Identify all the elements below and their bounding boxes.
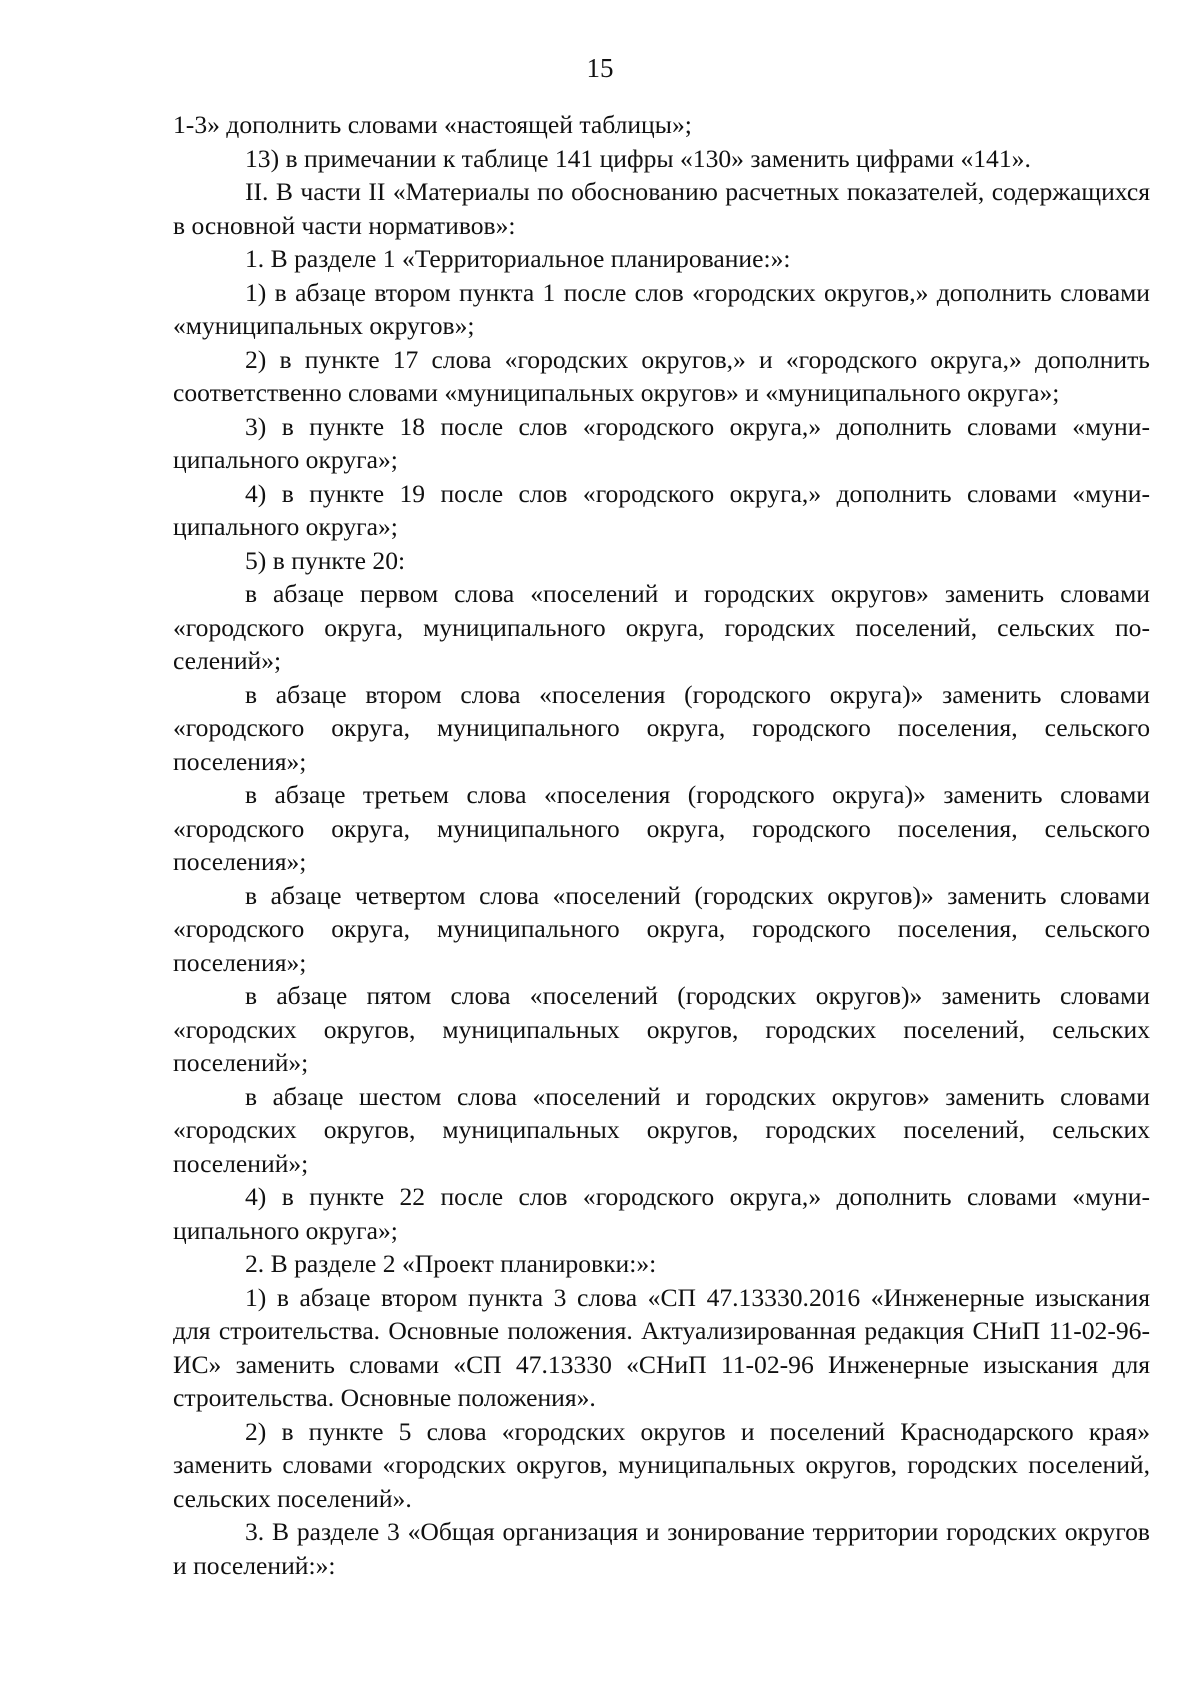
paragraph: в абзаце третьем слова «поселения (городского округа)» заменить словами «городского округа, муниципального округа, городского поселения, сельского поселения»; [173,780,1150,876]
paragraph: 4) в пункте 19 после слов «городского округа,» дополнить словами «муниципального округа»; [173,478,1150,541]
page-number: 15 [586,53,614,83]
paragraph: 1) в абзаце втором пункта 3 слова «СП 47.13330.2016 «Инженерные изыскания для строительства. Основные положения. Актуализированная редакция СНиП 11-02-96-ИС» заменить словами «СП 47.13330 «СНиП 11-02-96 Инженерные изыскания для строительства. Основные положения». [173,1282,1150,1412]
paragraph: 2) в пункте 17 слова «городских округов,» и «городского округа,» дополнить соответственно словами «муниципальных округов» и «муниципального округа»; [173,344,1150,407]
paragraph: в абзаце шестом слова «поселений и городских округов» заменить словами «городских округов, муниципальных округов, городских поселений, сельских поселений»; [173,1081,1150,1178]
paragraph: в абзаце первом слова «поселений и городских округов» заменить словами «городского округа, муниципального округа, городских поселений, сельских поселений»; [173,579,1150,675]
paragraph: в абзаце пятом слова «поселений (городских округов)» заменить словами «городских округов, муниципальных округов, городских поселений, сельских поселений»; [173,981,1150,1077]
paragraph: 2. В разделе 2 «Проект планировки:»: [245,1249,657,1278]
paragraph: 3) в пункте 18 после слов «городского округа,» дополнить словами «муниципального округа»; [173,411,1150,474]
paragraph: в абзаце втором слова «поселения (городского округа)» заменить словами «городского округа, муниципального округа, городского поселения, сельского поселения»; [173,679,1150,776]
paragraph: 1. В разделе 1 «Территориальное планирование:»: [245,244,791,273]
paragraph: 3. В разделе 3 «Общая организация и зонирование территории городских округов и поселений:»: [173,1517,1150,1580]
paragraph: в абзаце четвертом слова «поселений (городских округов)» заменить словами «городского округа, муниципального округа, городского поселения, сельского поселения»; [173,880,1150,977]
paragraph: 1) в абзаце втором пункта 1 после слов «городских округов,» дополнить словами «муниципальных округов»; [173,277,1150,340]
paragraph: 13) в примечании к таблице 141 цифры «130» заменить цифрами «141». [245,143,1031,173]
paragraph: 1-3» дополнить словами «настоящей таблицы»; [173,110,692,139]
paragraph: 2) в пункте 5 слова «городских округов и поселений Краснодарского края» заменить словами «городских округов, муниципальных округов, городских поселений, сельских поселений». [173,1416,1150,1513]
paragraph: 5) в пункте 20: [245,545,406,575]
paragraph: 4) в пункте 22 после слов «городского округа,» дополнить словами «муниципального округа»; [173,1182,1150,1245]
document-body [173,108,1150,1582]
paragraph: II. В части II «Материалы по обоснованию расчетных показателей, содержащихся в основной части нормативов»: [173,177,1150,240]
